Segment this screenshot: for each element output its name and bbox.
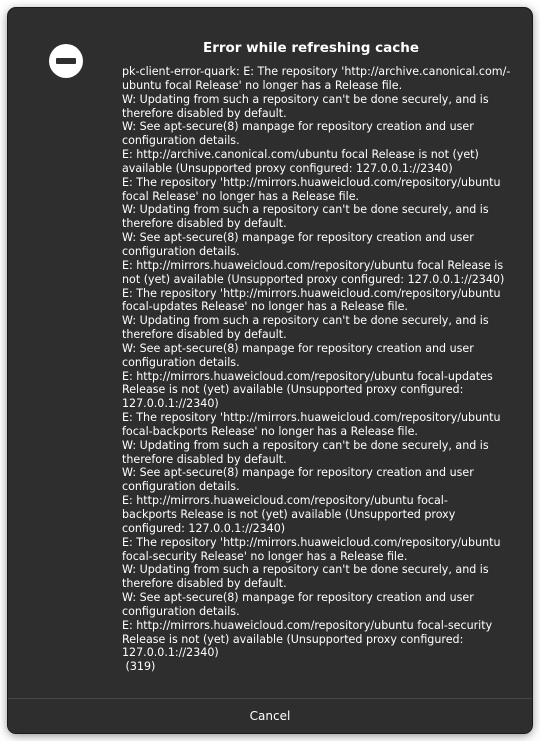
message-line: W: See apt-secure(8) manpage for repository creation and user xyxy=(122,120,474,134)
message-line: Release is not (yet) available (Unsupported proxy configured: xyxy=(122,383,464,397)
message-line: E: http://mirrors.huaweicloud.com/repository/ubuntu focal- xyxy=(122,494,448,508)
message-line: pk-client-error-quark: E: The repository 'http://archive.canonical.com/- xyxy=(122,65,511,78)
message-line: configured: 127.0.0.1://2340) xyxy=(122,521,286,535)
message-line: E: http://archive.canonical.com/ubuntu focal Release is not (yet) xyxy=(122,148,479,162)
message-line: configuration details. xyxy=(122,604,240,618)
message-line: W: See apt-secure(8) manpage for repository creation and user xyxy=(122,341,474,355)
message-line: focal-security Release' no longer has a Release file. xyxy=(122,549,408,563)
message-line: not (yet) available (Unsupported proxy configured: 127.0.0.1://2340) xyxy=(122,272,505,286)
message-line: ubuntu focal Release' no longer has a Release file. xyxy=(122,78,403,92)
message-line: 127.0.0.1://2340) xyxy=(122,646,219,660)
message-line: W: See apt-secure(8) manpage for repository creation and user xyxy=(122,231,474,245)
message-line: therefore disabled by default. xyxy=(122,452,287,466)
message-line: W: Updating from such a repository can't be done securely, and is xyxy=(122,203,489,217)
dialog-title: Error while refreshing cache xyxy=(203,40,419,56)
message-line: W: Updating from such a repository can't be done securely, and is xyxy=(122,563,489,577)
error-dialog xyxy=(8,8,532,733)
minus-circle-icon xyxy=(48,43,84,79)
error-message xyxy=(122,65,514,674)
message-line: W: Updating from such a repository can't be done securely, and is xyxy=(122,438,489,452)
message-line: backports Release is not (yet) available (Unsupported proxy xyxy=(122,508,456,521)
message-line: configuration details. xyxy=(122,134,240,148)
message-line: therefore disabled by default. xyxy=(122,106,287,120)
message-line: therefore disabled by default. xyxy=(122,328,287,342)
message-line: (319) xyxy=(122,660,156,674)
message-line: E: http://mirrors.huaweicloud.com/repository/ubuntu focal Release is xyxy=(122,258,504,272)
message-line: available (Unsupported proxy configured: 127.0.0.1://2340) xyxy=(122,161,453,175)
message-line: E: The repository 'http://mirrors.huaweicloud.com/repository/ubuntu xyxy=(122,411,501,425)
message-line: W: Updating from such a repository can't be done securely, and is xyxy=(122,314,489,328)
message-line: configuration details. xyxy=(122,244,240,258)
message-line: focal-backports Release' no longer has a Release file. xyxy=(122,424,418,438)
message-line: E: http://mirrors.huaweicloud.com/repository/ubuntu focal-updates xyxy=(122,369,493,383)
message-line: E: The repository 'http://mirrors.huaweicloud.com/repository/ubuntu xyxy=(122,286,501,300)
message-line: therefore disabled by default. xyxy=(122,577,287,591)
message-line: E: http://mirrors.huaweicloud.com/repository/ubuntu focal-security xyxy=(122,618,493,632)
message-line: W: See apt-secure(8) manpage for repository creation and user xyxy=(122,466,474,480)
message-line: configuration details. xyxy=(122,355,240,369)
message-line: E: The repository 'http://mirrors.huaweicloud.com/repository/ubuntu xyxy=(122,535,501,549)
message-line: E: The repository 'http://mirrors.huaweicloud.com/repository/ubuntu xyxy=(122,175,501,189)
message-line: focal Release' no longer has a Release file. xyxy=(122,189,360,203)
message-line: therefore disabled by default. xyxy=(122,217,287,231)
message-line: configuration details. xyxy=(122,480,240,494)
message-line: focal-updates Release' no longer has a Release file. xyxy=(122,300,408,314)
message-line: W: See apt-secure(8) manpage for repository creation and user xyxy=(122,591,474,605)
message-line: Release is not (yet) available (Unsupported proxy configured: xyxy=(122,632,464,646)
message-line: 127.0.0.1://2340) xyxy=(122,397,219,411)
message-line: W: Updating from such a repository can't be done securely, and is xyxy=(122,92,489,106)
cancel-button[interactable]: Cancel xyxy=(8,699,532,733)
